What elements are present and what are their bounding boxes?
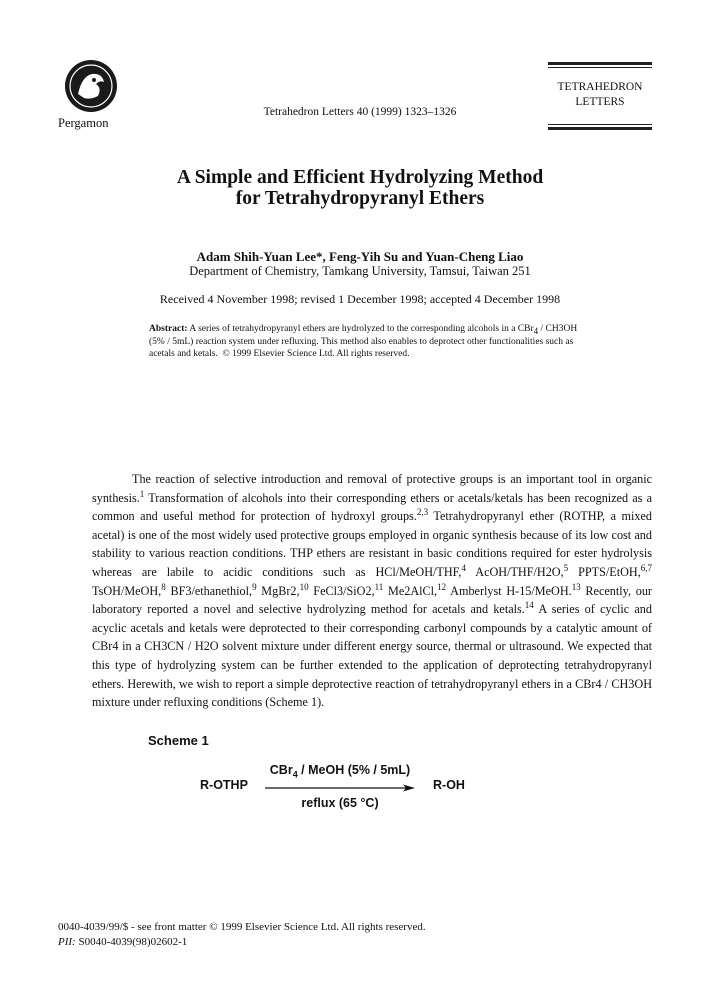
footer-copyright: 0040-4039/99/$ - see front matter © 1999 Elsevier Science Ltd. All rights reserved. (58, 921, 426, 933)
ref-marker: 9 (252, 581, 257, 592)
body-paragraph (92, 470, 652, 712)
reaction-arrow-icon (265, 783, 415, 793)
abstract-text-a: A series of tetrahydropyranyl ethers are hydrolyzed to the corresponding alcohols in a CBr (187, 324, 534, 334)
body-sentence: A series of cyclic and acyclic acetals and ketals were deprotected to their corresponding carbonyl compounds by a catalytic amount of CBr4 in a CH3CN / H2O solvent mixture under different energy source, thermal or ultrasound. We expected that this type of hydrolyzing system can be further extended to the application of deprotecting tetrahydropyranyl ethers. Herewith, we wish to report a simple deprotective reaction of tetrahydropyranyl ethers in a CBr4 / CH3OH mixture under refluxing conditions (Scheme 1). (92, 602, 652, 710)
ref-marker: 4 (461, 562, 466, 573)
footer (58, 920, 426, 949)
ref-marker: 10 (299, 581, 309, 592)
body-sentence: Recently, our laboratory reported a novel and selective hydrolyzing method for acetals and ketals. (92, 583, 652, 617)
reagent-a: CBr (269, 763, 293, 777)
scheme-reactant: R-OTHP (200, 778, 248, 792)
abstract-label: Abstract: (149, 324, 188, 334)
ref-marker: 12 (437, 581, 447, 592)
authors: Adam Shih-Yuan Lee*, Feng-Yih Su and Yuan-Cheng Liao (196, 249, 524, 264)
title-line1: A Simple and Efficient Hydrolyzing Method (176, 167, 544, 188)
ref-marker: 2,3 (416, 507, 429, 518)
body-sentence: The reaction of selective introduction and removal of protective groups is an important tool in organic synthesis. (92, 472, 652, 505)
body-sentence: Tetrahydropyranyl ether (ROTHP, a mixed acetal) is one of the most widely used protective groups employed in organic synthesis because of its low cost and stability to various reaction conditions. THP ethers are resistant in basic conditions required for ester hydrolysis whereas are labile to acidic conditions such as HCl/MeOH/THF, (92, 509, 652, 579)
journal-citation: Tetrahedron Letters 40 (1999) 1323–1326 (263, 106, 457, 118)
body-text (92, 470, 652, 712)
title-line2: for Tetrahydropyranyl Ethers (235, 188, 485, 209)
ref-marker: 5 (563, 562, 569, 573)
article-title (90, 167, 630, 209)
scheme-label: Scheme 1 (148, 733, 209, 748)
body-sentence: Amberlyst H-15/MeOH. (446, 583, 572, 598)
abstract-copyright: © 1999 Elsevier Science Ltd. All rights reserved. (222, 349, 410, 359)
reagent-subscript: 4 (292, 769, 298, 780)
pii-label: PII: (58, 935, 76, 948)
ref-marker: 14 (524, 600, 534, 611)
abstract-text-b: / CH3OH (5% / 5mL) reaction system under refluxing. This method also enables to deprotect other functionalities such as acetals and ketals. (149, 324, 578, 359)
received-dates: Received 4 November 1998; revised 1 December 1998; accepted 4 December 1998 (159, 292, 561, 306)
scheme-reagents (265, 763, 415, 780)
body-sentence: TsOH/MeOH, (92, 583, 162, 598)
ref-marker: 8 (161, 581, 166, 592)
reagent-b: / MeOH (5% / 5mL) (297, 763, 411, 777)
body-sentence: FeCl3/SiO2, (308, 583, 375, 598)
body-sentence: MgBr2, (256, 583, 300, 598)
body-sentence: Transformation of alcohols into their corresponding ethers or acetals/ketals has been recognized as a common and useful method for protection of hydroxyl groups. (92, 490, 652, 524)
body-sentence: Me2AlCl, (383, 583, 438, 598)
body-sentence: BF3/ethanethiol, (165, 583, 253, 598)
footer-pii (58, 935, 426, 950)
affiliation: Department of Chemistry, Tamkang University, Tamsui, Taiwan 251 (189, 264, 531, 278)
publisher-name: Pergamon (58, 116, 109, 130)
ref-marker: 1 (139, 488, 145, 499)
ref-marker: 6,7 (640, 562, 653, 573)
ref-marker: 11 (374, 581, 384, 592)
abstract: Abstract: A series of tetrahydropyranyl ethers are hydrolyzed to the corresponding alcohols in a CBr$_4$ / CH3OH (5% / 5mL) reaction system under refluxing. This method also enables to deprotect other functionalities such as acetals and ketals. © 1999 Elsevier Science Ltd. All rights reserved. (149, 324, 578, 359)
scheme-product: R-OH (433, 778, 465, 792)
scheme-conditions: reflux (65 °C) (301, 796, 379, 810)
ref-marker: 13 (571, 581, 581, 592)
journal-name-line1: TETRAHEDRON (557, 81, 643, 93)
journal-name-line2: LETTERS (575, 96, 625, 108)
pii-value: S0040-4039(98)02602-1 (75, 935, 188, 948)
reaction-scheme (200, 760, 500, 810)
body-sentence: PPTS/EtOH, (568, 564, 641, 579)
body-sentence: AcOH/THF/H2O, (465, 564, 564, 579)
journal-masthead (548, 60, 652, 132)
